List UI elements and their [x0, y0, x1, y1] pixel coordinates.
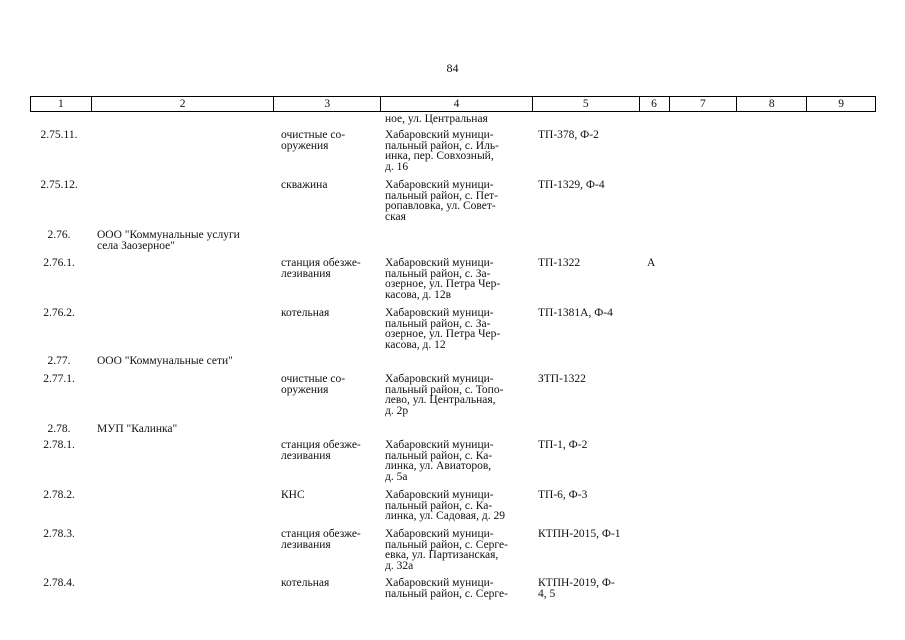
row-substation: ТП-6, Ф-3	[538, 489, 588, 501]
row-substation: ЗТП-1322	[538, 373, 586, 385]
row-address: Хабаровский муници- пальный район, с. Ка- линка, ул. Садовая, д. 29	[385, 489, 505, 522]
header-col-6: 6	[640, 97, 670, 111]
row-address: Хабаровский муници- пальный район, с. За- озерное, ул. Петра Чер- касова, д. 12	[385, 307, 501, 351]
row-object: очистные со- оружения	[281, 373, 346, 396]
row-number: 2.75.12.	[40, 179, 78, 191]
row-address: Хабаровский муници- пальный район, с. Серге-	[385, 577, 508, 600]
row-address: Хабаровский муници- пальный район, с. За- озерное, ул. Петра Чер- касова, д. 12в	[385, 257, 501, 301]
header-col-8: 8	[737, 97, 807, 111]
continuation-address: ное, ул. Центральная	[385, 113, 488, 125]
row-substation: КТПН-2015, Ф-1	[538, 528, 621, 540]
row-substation: ТП-1322	[538, 257, 581, 269]
row-organization: ООО "Коммунальные сети"	[97, 355, 233, 367]
header-col-2: 2	[92, 97, 275, 111]
row-number: 2.75.11.	[40, 129, 78, 141]
row-number: 2.77.1.	[43, 373, 75, 385]
row-address: Хабаровский муници- пальный район, с. Пет- ропавловка, ул. Совет- ская	[385, 179, 499, 223]
row-object: очистные со- оружения	[281, 129, 346, 152]
row-object: станция обезже- лезивания	[281, 439, 361, 462]
row-address: Хабаровский муници- пальный район, с. Серге- евка, ул. Партизанская, д. 32а	[385, 528, 508, 572]
row-number: 2.78.2.	[43, 489, 75, 501]
row-substation: ТП-378, Ф-2	[538, 129, 599, 141]
page-number: 84	[446, 61, 459, 75]
row-number: 2.76.	[47, 229, 71, 241]
row-col6: А	[647, 257, 656, 269]
row-organization: ООО "Коммунальные услуги села Заозерное"	[97, 229, 240, 252]
row-object: котельная	[281, 577, 330, 589]
row-number: 2.78.	[47, 423, 71, 435]
row-number: 2.76.2.	[43, 307, 75, 319]
row-address: Хабаровский муници- пальный район, с. Ка- линка, ул. Авиаторов, д. 5а	[385, 439, 494, 483]
header-col-9: 9	[838, 98, 844, 110]
row-object: КНС	[281, 489, 305, 501]
row-substation: КТПН-2019, Ф- 4, 5	[538, 577, 615, 600]
row-number: 2.78.3.	[43, 528, 75, 540]
row-object: скважина	[281, 179, 328, 191]
table-header	[30, 96, 876, 112]
row-address: Хабаровский муници- пальный район, с. Топо- лево, ул. Центральная, д. 2р	[385, 373, 504, 417]
row-substation: ТП-1, Ф-2	[538, 439, 588, 451]
header-col-4: 4	[381, 97, 533, 111]
row-number: 2.78.4.	[43, 577, 75, 589]
header-col-7: 7	[670, 97, 738, 111]
row-number: 2.77.	[47, 355, 71, 367]
row-number: 2.78.1.	[43, 439, 75, 451]
header-col-1: 1	[31, 97, 92, 111]
row-number: 2.76.1.	[43, 257, 75, 269]
row-substation: ТП-1381А, Ф-4	[538, 307, 613, 319]
header-col-3: 3	[274, 97, 381, 111]
header-col-5: 5	[533, 97, 640, 111]
row-organization: МУП "Калинка"	[97, 423, 178, 435]
row-object: станция обезже- лезивания	[281, 528, 361, 551]
row-object: котельная	[281, 307, 330, 319]
row-object: станция обезже- лезивания	[281, 257, 361, 280]
row-substation: ТП-1329, Ф-4	[538, 179, 605, 191]
row-address: Хабаровский муници- пальный район, с. Иль- инка, пер. Совхозный, д. 16	[385, 129, 499, 173]
